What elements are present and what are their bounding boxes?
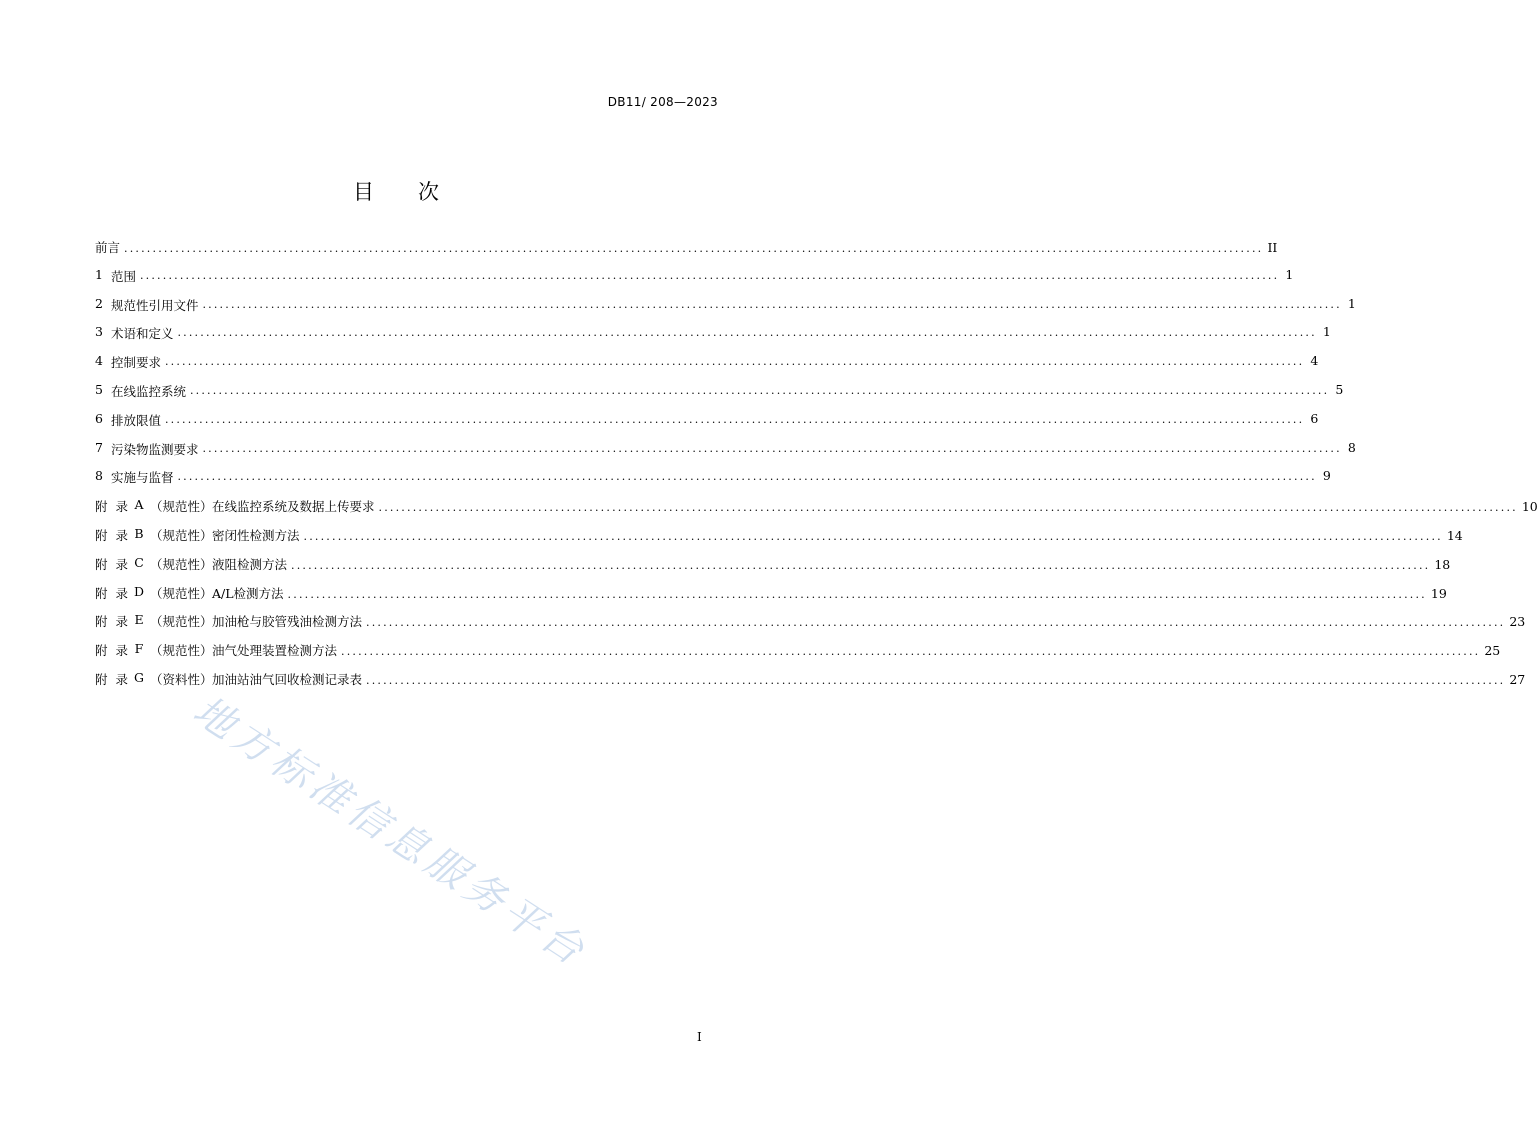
toc-leader-dots: ........................................................................................................................................................................................................ [124, 242, 1264, 255]
toc-annex-page: 10 [1521, 499, 1538, 515]
toc-annex-page: 27 [1509, 671, 1526, 687]
toc-entry-number: 8 [95, 468, 103, 484]
document-code: DB11/ 208—2023 [607, 95, 718, 109]
toc-entry-number: 2 [95, 295, 103, 311]
annex-type: （规范性） [150, 643, 213, 659]
toc-annex-label [95, 497, 375, 515]
toc-entry-number: 1 [95, 266, 103, 282]
toc-entry-number: 5 [95, 381, 103, 397]
page-title [0, 176, 792, 206]
toc-annex-entry[interactable] [95, 554, 1451, 584]
toc-entry-label [95, 267, 136, 285]
annex-word-1: 附 [95, 614, 108, 630]
annex-word-2: 录 [115, 643, 128, 659]
toc-annex-page: 25 [1484, 643, 1501, 659]
toc-leader-dots: ........................................................................................................................................................................................................ [164, 355, 1305, 369]
toc-entry-page: 1 [1347, 295, 1356, 311]
toc-annex-entry[interactable] [95, 583, 1447, 613]
annex-word-2: 录 [115, 585, 128, 601]
toc-leader-dots: ........................................................................................................................................................................................................ [177, 326, 1317, 340]
toc-entry[interactable] [95, 238, 1278, 267]
annex-type: （规范性） [150, 556, 213, 572]
annex-word-1: 附 [95, 671, 108, 687]
annex-letter: F [134, 641, 144, 657]
annex-letter: D [133, 583, 145, 599]
page-number: I [697, 1030, 702, 1044]
annex-letter: A [134, 497, 144, 513]
toc-entry-title: 实施与监督 [110, 470, 174, 486]
toc-entry-title: 规范性引用文件 [110, 297, 199, 313]
annex-type: （规范性） [150, 585, 213, 601]
toc-entry-number: 7 [95, 439, 103, 455]
toc-entry[interactable] [95, 324, 1331, 353]
toc-annex-page: 18 [1434, 556, 1451, 572]
annex-designation [95, 612, 212, 630]
toc-annex-page: 19 [1430, 585, 1447, 601]
toc-leader-dots: ........................................................................................................................................................................................................ [366, 673, 1506, 687]
annex-word-2: 录 [115, 527, 128, 543]
title-part-2: 次 [418, 180, 439, 204]
annex-type: （规范性） [150, 614, 213, 630]
annex-word-2: 录 [115, 556, 128, 572]
toc-entry-label [95, 353, 161, 371]
toc-annex-entry[interactable] [95, 669, 1526, 699]
annex-word [95, 497, 128, 515]
toc-entry[interactable] [95, 468, 1331, 497]
table-of-contents [95, 238, 1538, 699]
toc-leader-dots: ........................................................................................................................................................................................................ [177, 470, 1317, 484]
annex-letter: E [134, 612, 144, 628]
annex-letter: G [134, 669, 144, 685]
toc-leader-dots: ........................................................................................................................................................................................................ [164, 412, 1305, 426]
toc-entry-title: 前言 [95, 240, 121, 255]
annex-type: （规范性） [150, 499, 213, 515]
toc-annex-page: 23 [1509, 614, 1526, 630]
toc-entry[interactable] [95, 381, 1344, 411]
toc-annex-label [95, 555, 287, 573]
annex-title: 加油站油气回收检测记录表 [212, 671, 363, 687]
toc-annex-label [95, 641, 337, 659]
annex-letter: C [134, 554, 144, 570]
toc-leader-dots: ........................................................................................................................................................................................................ [139, 268, 1280, 282]
toc-entry-label [95, 468, 173, 486]
annex-designation [95, 641, 212, 659]
annex-designation [95, 497, 212, 515]
title-part-1: 目 [353, 180, 374, 204]
toc-annex-label [95, 584, 284, 602]
toc-leader-dots: ........................................................................................................................................................................................................ [303, 529, 1443, 543]
annex-word-1: 附 [95, 585, 108, 601]
annex-designation [95, 555, 212, 573]
toc-annex-label [95, 670, 362, 688]
toc-entry-label [95, 238, 120, 256]
toc-entry-title: 术语和定义 [110, 326, 174, 342]
toc-entry-title: 在线监控系统 [110, 383, 186, 399]
toc-entry-label [95, 324, 173, 342]
toc-entry-title: 范围 [110, 268, 136, 284]
annex-word [95, 555, 128, 573]
toc-entry-title: 控制要求 [110, 355, 161, 371]
toc-entry-page: 6 [1310, 410, 1319, 426]
annex-title: A/L检测方法 [212, 585, 284, 601]
toc-entry-number: 3 [95, 324, 103, 340]
toc-entry-title: 污染物监测要求 [110, 441, 199, 457]
toc-entry-label [95, 382, 186, 400]
annex-designation [95, 584, 212, 602]
toc-entry[interactable] [95, 295, 1356, 325]
toc-entry-number: 6 [95, 410, 103, 426]
annex-word-2: 录 [115, 614, 128, 630]
annex-word-2: 录 [115, 499, 128, 515]
toc-leader-dots: ........................................................................................................................................................................................................ [202, 297, 1342, 311]
toc-entry-title: 排放限值 [110, 412, 161, 428]
toc-annex-entry[interactable] [95, 641, 1501, 670]
toc-entry[interactable] [95, 266, 1294, 296]
toc-annex-entry[interactable] [95, 497, 1538, 526]
annex-word [95, 612, 128, 630]
toc-leader-dots: ........................................................................................................................................................................................................ [202, 441, 1342, 455]
toc-leader-dots: ........................................................................................................................................................................................................ [291, 558, 1431, 572]
toc-leader-dots: ........................................................................................................................................................................................................ [366, 616, 1506, 630]
annex-word-2: 录 [115, 671, 128, 687]
toc-annex-page: 14 [1446, 527, 1463, 543]
toc-entry-label [95, 411, 161, 429]
annex-word [95, 670, 128, 688]
annex-word-1: 附 [95, 643, 108, 659]
annex-title: 加油枪与胶管残油检测方法 [212, 614, 363, 630]
annex-letter: B [134, 525, 144, 541]
annex-title: 密闭性检测方法 [212, 527, 300, 543]
annex-designation [95, 670, 212, 688]
toc-annex-label [95, 526, 300, 544]
toc-leader-dots: ........................................................................................................................................................................................................ [189, 383, 1330, 397]
toc-entry-page: 1 [1322, 324, 1331, 340]
toc-entry-label [95, 296, 198, 314]
toc-leader-dots: ........................................................................................................................................................................................................ [378, 501, 1518, 515]
annex-word-1: 附 [95, 499, 108, 515]
toc-entry-page: 4 [1310, 353, 1319, 369]
annex-word-1: 附 [95, 527, 108, 543]
annex-title: 油气处理装置检测方法 [212, 643, 338, 659]
annex-word [95, 641, 128, 659]
annex-word [95, 526, 128, 544]
toc-entry[interactable] [95, 353, 1319, 382]
toc-entry-page: 5 [1335, 381, 1344, 397]
toc-entry-page: 1 [1285, 266, 1294, 282]
toc-entry-page: 8 [1347, 439, 1356, 455]
annex-title: 在线监控系统及数据上传要求 [212, 499, 375, 515]
toc-annex-entry[interactable] [95, 612, 1526, 641]
toc-entry[interactable] [95, 439, 1356, 469]
toc-entry[interactable] [95, 410, 1319, 440]
annex-type: （规范性） [150, 527, 213, 543]
toc-entry-number: 4 [95, 353, 103, 369]
toc-annex-label [95, 612, 362, 630]
annex-designation [95, 526, 212, 544]
toc-leader-dots: ........................................................................................................................................................................................................ [341, 645, 1481, 659]
annex-word-1: 附 [95, 556, 108, 572]
toc-entry-label [95, 440, 198, 458]
toc-entry-page: 9 [1322, 468, 1331, 484]
toc-leader-dots: ........................................................................................................................................................................................................ [287, 587, 1427, 601]
annex-title: 液阻检测方法 [212, 556, 288, 572]
watermark: 地方标准信息服务平台 [185, 687, 596, 977]
toc-annex-entry[interactable] [95, 525, 1463, 555]
toc-entry-page: II [1267, 240, 1278, 255]
annex-word [95, 584, 128, 602]
annex-type: （资料性） [150, 671, 213, 687]
